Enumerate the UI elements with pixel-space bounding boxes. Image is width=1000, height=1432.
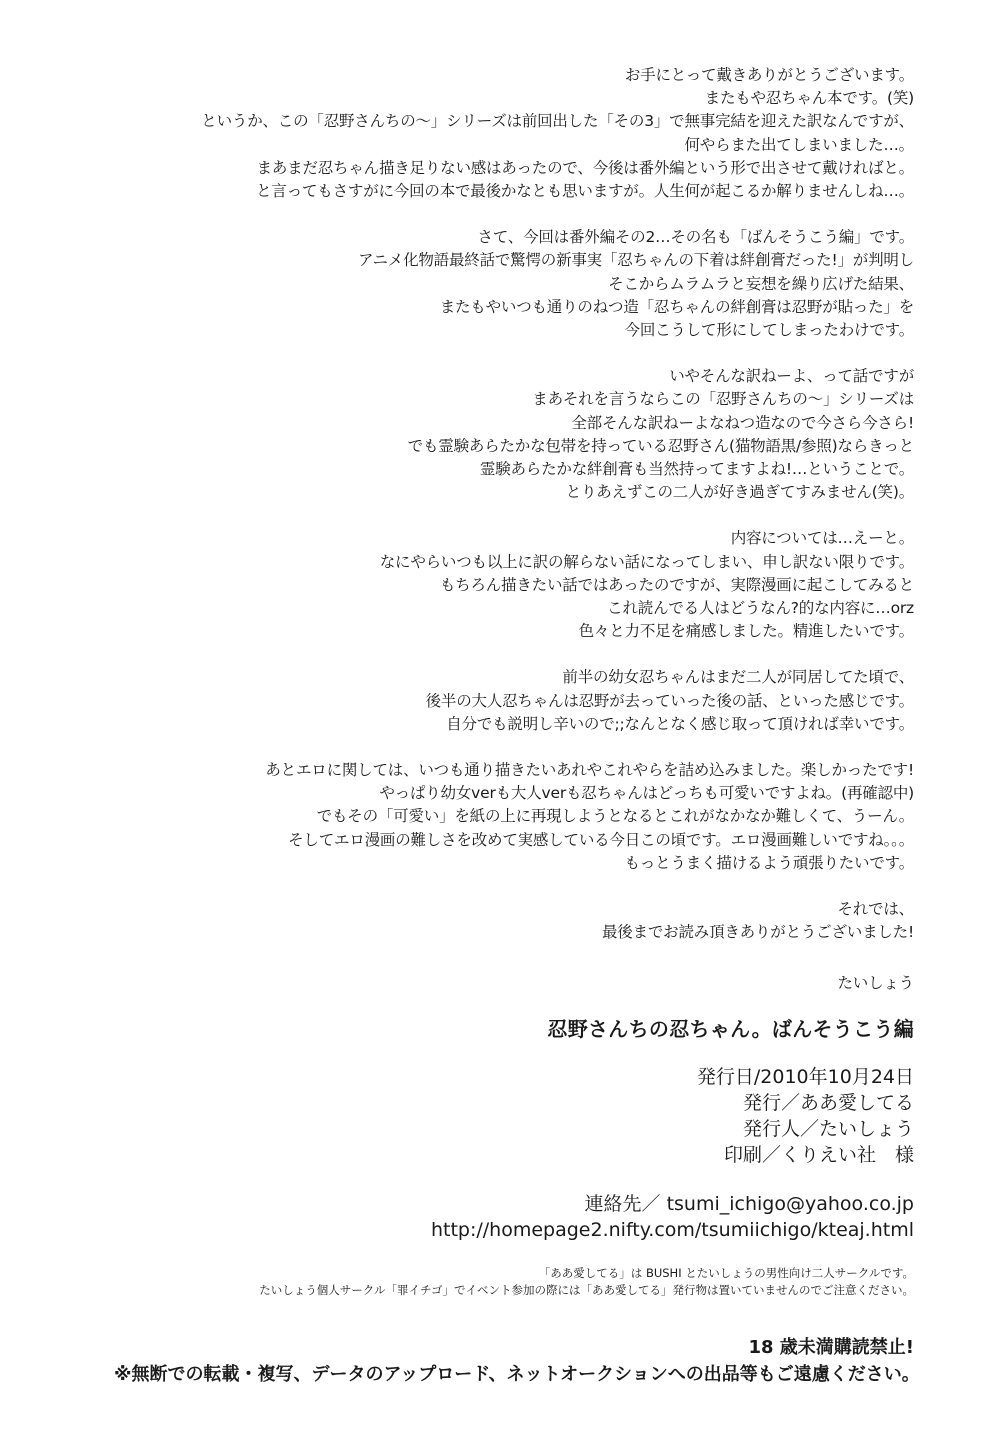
printer: 印刷／くりえい社 様 bbox=[723, 1144, 914, 1166]
text-line: 色々と力不足を痛感しました。精進したいです。 bbox=[578, 622, 914, 641]
copyright-warning: ※無断での転載・複写、データのアップロード、ネットオークションへの出品等もご遠慮ください。 bbox=[114, 1364, 920, 1385]
text-line: いやそんな訳ねーよ、って話ですが bbox=[669, 367, 914, 386]
circle-notes bbox=[114, 1265, 914, 1299]
text-line: 後半の大人忍ちゃんは忍野が去っていった後の話、といった感じです。 bbox=[425, 691, 914, 710]
afterword-paragraph bbox=[154, 666, 914, 736]
afterword-text bbox=[154, 64, 914, 995]
text-line: というか、この「忍野さんちの～」シリーズは前回出した「その3」で無事完結を迎えた訳なんですが、 bbox=[201, 112, 914, 131]
age-restriction-warning: 18 歳未満購読禁止! bbox=[748, 1337, 914, 1358]
afterword-paragraph bbox=[154, 898, 914, 944]
text-line: もっとうまく描けるよう頑張りたいです。 bbox=[624, 853, 914, 872]
warnings bbox=[114, 1334, 920, 1388]
note-line: 「ああ愛してる」は BUSHI とたいしょうの男性向け二人サークルです。 bbox=[538, 1266, 914, 1280]
text-line: またもや忍ちゃん本です。(笑) bbox=[704, 89, 914, 108]
text-line: そこからムラムラと妄想を繰り広げた結果、 bbox=[608, 274, 914, 293]
text-line: なにやらいつも以上に訳の解らない話になってしまい、申し訳ない限りです。 bbox=[379, 552, 914, 571]
text-line: とりあえずこの二人が好き過ぎてすみません(笑)。 bbox=[565, 483, 914, 502]
note-line: たいしょう個人サークル「罪イチゴ」でイベント参加の際には「ああ愛してる」発行物は置いていませんのでご注意ください。 bbox=[259, 1283, 914, 1297]
text-line: それでは、 bbox=[837, 900, 914, 919]
text-line: これ読んでる人はどうなん?的な内容に…orz bbox=[607, 599, 914, 618]
contact-email: 連絡先／ tsumi_ichigo@yahoo.co.jp bbox=[584, 1193, 914, 1215]
text-line: まあまだ忍ちゃん描き足りない感はあったので、今後は番外編という形で出させて戴ければと。 bbox=[256, 158, 914, 177]
publisher: 発行／ああ愛してる bbox=[742, 1092, 914, 1114]
text-line: と言ってもさすがに今回の本で最後かなとも思いますが。人生何が起こるか解りませんしね…。 bbox=[256, 182, 914, 201]
text-line: でもその「可愛い」を紙の上に再現しようとなるとこれがなかなか難しくて、うーん。 bbox=[316, 807, 914, 826]
contact-info bbox=[114, 1191, 914, 1243]
text-line: 最後までお読み頂きありがとうございました! bbox=[601, 923, 914, 942]
text-line: 自分でも説明し辛いので;;なんとなく感じ取って頂ければ幸いです。 bbox=[446, 714, 914, 733]
text-line: さて、今回は番外編その2…その名も「ばんそうこう編」です。 bbox=[477, 228, 914, 247]
text-line: 全部そんな訳ねーよなねつ造なので今さら今さら! bbox=[571, 413, 914, 432]
publication-info bbox=[114, 1064, 914, 1168]
publication-date: 発行日/2010年10月24日 bbox=[696, 1066, 914, 1088]
text-line: 前半の幼女忍ちゃんはまだ二人が同居してた頃で、 bbox=[562, 668, 914, 687]
afterword-paragraph bbox=[154, 365, 914, 504]
text-line: 霊験あらたかな絆創膏も当然持ってますよね!…ということで。 bbox=[479, 460, 914, 479]
text-line: アニメ化物語最終話で驚愕の新事実「忍ちゃんの下着は絆創膏だった!」が判明し bbox=[357, 251, 914, 270]
text-line: やっぱり幼女verも大人verも忍ちゃんはどっちも可愛いですよね。(再確認中) bbox=[379, 784, 914, 803]
afterword-paragraph bbox=[154, 64, 914, 203]
text-line: 今回こうして形にしてしまったわけです。 bbox=[624, 321, 914, 340]
colophon bbox=[114, 1014, 920, 1388]
afterword-paragraph bbox=[154, 226, 914, 342]
text-line: 内容については…えーと。 bbox=[730, 529, 914, 548]
afterword-paragraph bbox=[154, 527, 914, 643]
author-signature: たいしょう bbox=[837, 973, 914, 992]
text-line: もちろん描きたい話ではあったのですが、実際漫画に起こしてみると bbox=[439, 575, 914, 594]
text-line: 何やらまた出てしまいました…。 bbox=[684, 135, 914, 154]
text-line: またもやいつも通りのねつ造「忍ちゃんの絆創膏は忍野が貼った」を bbox=[439, 297, 914, 316]
text-line: まあそれを言うならこの「忍野さんちの～」シリーズは bbox=[532, 390, 914, 409]
text-line: でも霊験あらたかな包帯を持っている忍野さん(猫物語黒/参照)ならきっと bbox=[407, 436, 914, 455]
afterword-paragraph bbox=[154, 759, 914, 875]
website-url: http://homepage2.nifty.com/tsumiichigo/kteaj.html bbox=[430, 1219, 914, 1241]
issuer: 発行人／たいしょう bbox=[742, 1118, 914, 1140]
book-title: 忍野さんちの忍ちゃん。ばんそうこう編 bbox=[547, 1017, 914, 1041]
text-line: あとエロに関しては、いつも通り描きたいあれやこれやらを詰め込みました。楽しかったです! bbox=[265, 761, 914, 780]
text-line: そしてエロ漫画の難しさを改めて実感している今日この頃です。エロ漫画難しいですね。。。 bbox=[288, 830, 914, 849]
text-line: お手にとって戴きありがとうございます。 bbox=[624, 66, 914, 84]
